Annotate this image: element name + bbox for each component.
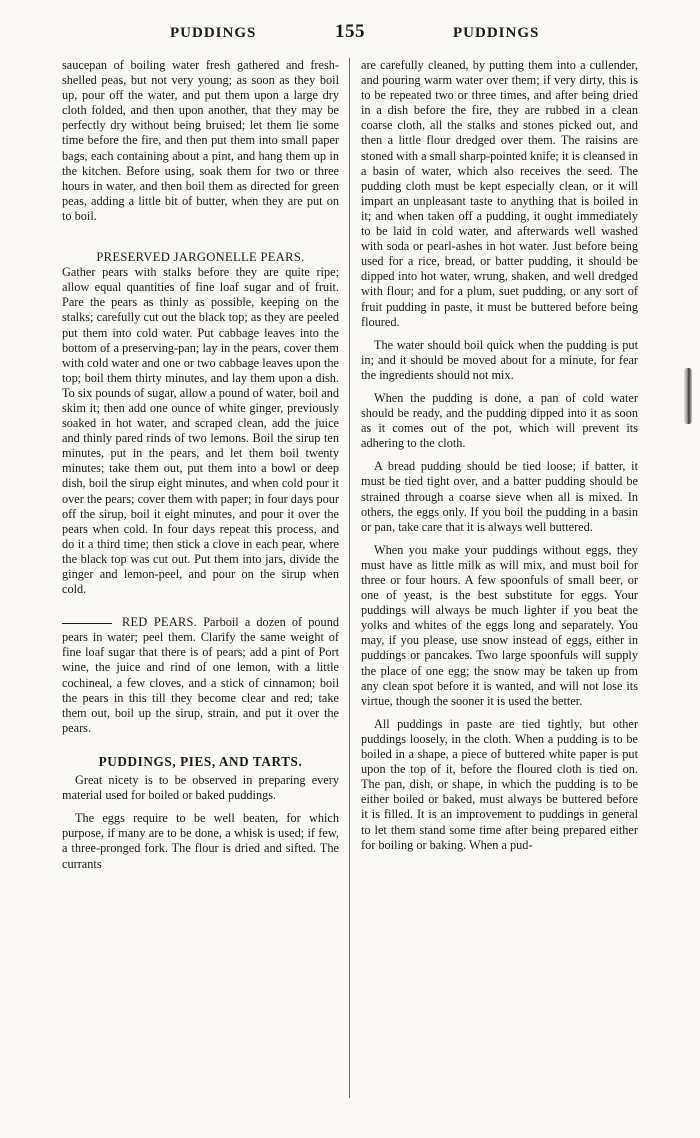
right-paragraph-6: All puddings in paste are tied tightly, but other puddings loosely, in the cloth. When a pudding is to be boiled in a shape, a piece of buttered white paper is put upon the top of it, before the floured cloth is tied on. The pan, dish, or shape, in which the pudding is to be either boiled or baked, must always be buttered before it is filled. It is an improvement to puddings in general to let them stand some time after being prepared either for boiling or baking. When a pud- <box>361 716 638 852</box>
peas-continuation-paragraph: saucepan of boiling water fresh gathered and fresh-shelled peas, but not very young; as soon as they boil up, pour off the water, and put them upon a large dry cloth folded, and then upon another, that they may be perfectly dry without being bruised; let them lie some time before the fire, and then put them into small paper bags, each containing about a pint, and hang them up in the kitchen. Before using, soak them for two or three hours in water, and then boil them as directed for green peas, adding a little bit of butter, when they are put on to boil. <box>62 58 339 223</box>
running-head-right: PUDDINGS <box>453 25 540 41</box>
red-pears-recipe <box>62 615 339 736</box>
right-paragraph-1: are carefully cleaned, by putting them into a cullender, and pouring warm water over them; if very dirty, this is to be repeated two or three times, and after being dried in a dish before the fire, they are rubbed in a clean coarse cloth, all the stalks and stones picked out, and then a little flour dredged over them. The raisins are stoned with a small sharp-pointed knife; it is cleansed in a basin of water, which also receives the seed. The pudding cloth must be kept especially clean, or it will impart an unpleasant taste to anything that is boiled in it; and when taken off a pudding, it ought immediately to be laid in cold water, and afterwards well washed with soda or pearl-ashes in hot water. Just before being used for a rice, bread, or batter pudding, it should be dipped into hot water, wrung, shaken, and well dredged with flour; and for a plum, suet pudding, or any sort of fruit pudding in paste, it must be buttered before being floured. <box>361 58 638 329</box>
red-pears-paragraph: Parboil a dozen of pound pears in water; peel them. Clarify the same weight of fine loaf sugar that there is of pears; add a pint of Port wine, the juice and rind of one lemon, with a little cochineal, a few cloves, and a stick of cinnamon; boil the pears in this till they become clear and red; take them out, boil up the sirup, strain, and put it over the pears. <box>62 615 339 735</box>
section-paragraph-1: Great nicety is to be observed in preparing every material used for boiled or baked puddings. <box>62 773 339 803</box>
jargonelle-pears-heading: PRESERVED JARGONELLE PEARS. <box>96 250 305 265</box>
right-paragraph-4: A bread pudding should be tied loose; if batter, it must be tied tight over, and a batter pudding should be strained through a coarse sieve when all is mixed. In others, the eggs only. If you boil the pudding in a basin or pan, take care that it is always well buttered. <box>361 459 638 534</box>
right-paragraph-3: When the pudding is done, a pan of cold water should be ready, and the pudding dipped into it as soon as it comes out of the pot, which will prevent its adhering to the cloth. <box>361 390 638 451</box>
page-number: 155 <box>335 21 365 42</box>
right-paragraph-2: The water should boil quick when the pudding is put in; and it should be moved about for a minute, for fear the ingredients should not mix. <box>361 337 638 382</box>
ditto-dash <box>62 623 112 624</box>
page-edge-mark <box>684 368 692 424</box>
column-divider <box>349 58 350 1098</box>
running-head <box>60 21 642 47</box>
running-head-left: PUDDINGS <box>170 25 257 41</box>
red-pears-heading: RED PEARS. <box>122 615 198 630</box>
section-heading: PUDDINGS, PIES, AND TARTS. <box>98 753 303 769</box>
section-paragraph-2: The eggs require to be well beaten, for which purpose, if many are to be done, a whisk is used; if few, a three-pronged fork. The flour is dried and sifted. The currants <box>62 811 339 871</box>
right-paragraph-5: When you make your puddings without eggs, they must have as little milk as will mix, and must boil for three or four hours. A few spoonfuls of small beer, or one of yeast, is the best substitute for eggs. Your puddings will always be much lighter if you beat the yolks and whites of the eggs long and separately. You may, if you please, use snow instead of eggs, either in puddings or pancakes. Two large spoonfuls will supply the place of one egg; the snow may be taken up from any clean spot before it is wanted, and will not lose its virtue, though the sooner it is used the better. <box>361 542 638 708</box>
right-column <box>361 58 638 853</box>
jargonelle-pears-paragraph: Gather pears with stalks before they are quite ripe; allow equal quantities of fine loaf sugar and of fruit. Pare the pears as thinly as possible, keeping on the stalks; carefully cut out the black top; as they are peeled put them into cold water. Put cabbage leaves into the bottom of a preserving-pan; lay in the pears, cover them with cold water and one or two cabbage leaves upon the top; boil them thirty minutes, and lay them upon a dish. To six pounds of sugar, allow a pound of water, boil and skim it; then add one ounce of white ginger, previously soaked in hot water, and scraped clean, add the juice and thinly pared rinds of two lemons. Boil the sirup ten minutes, put in the pears, and let them boil twenty minutes; take them out, put them into a bowl or deep dish, boil the sirup eight minutes, and when cold pour it over the pears; cover them with paper; in four days pour off the sirup, boil it eight minutes, and pour it over the pears when cold. In four days repeat this process, and do it a third time; then stick a clove in each pear, where the black top was cut out. Put them into jars, divide the ginger and lemon-peel, and pour on the sirup when cold. <box>62 265 339 597</box>
left-column <box>62 58 339 872</box>
